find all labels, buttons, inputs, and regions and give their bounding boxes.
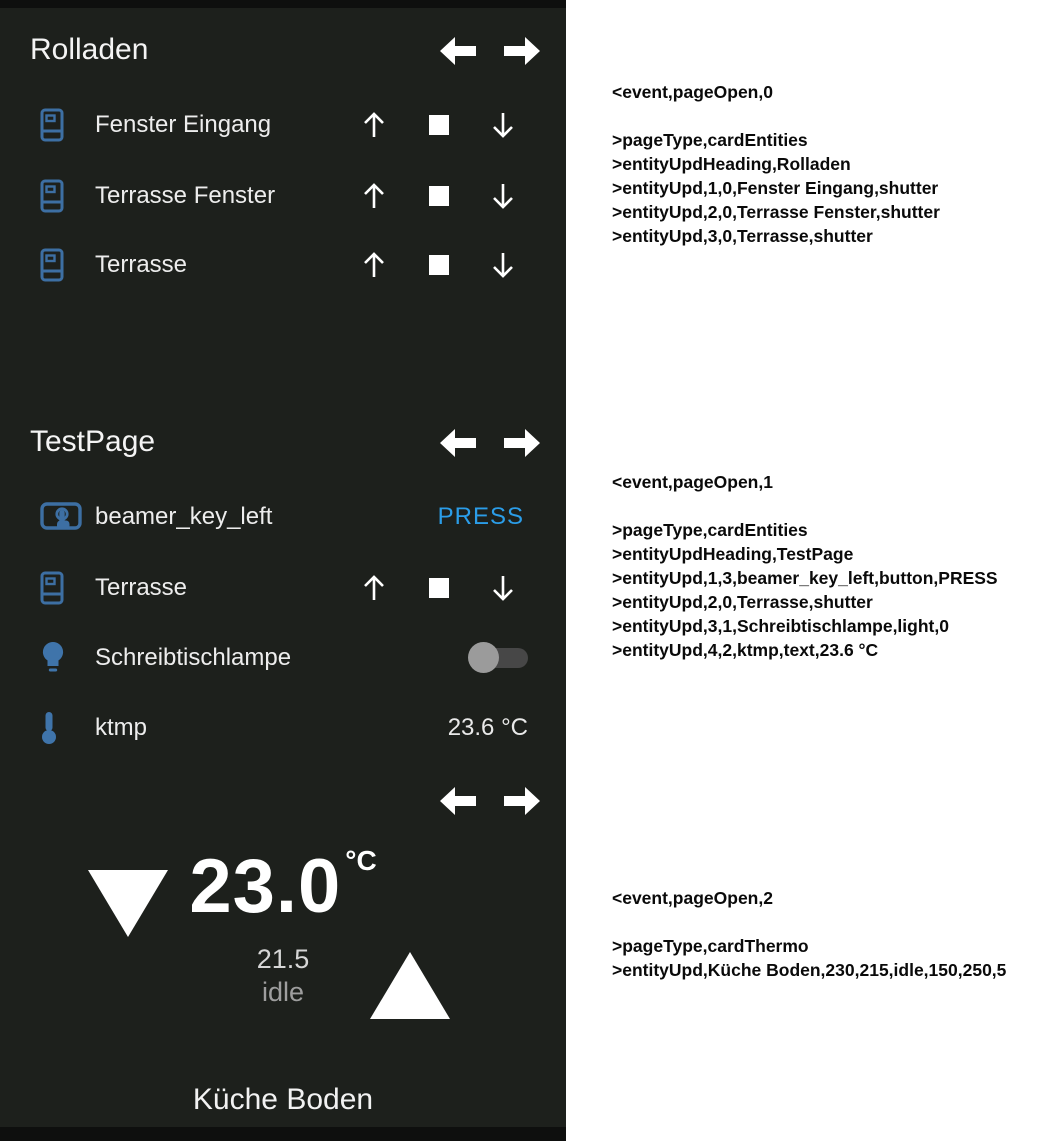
nav-next-button[interactable] xyxy=(501,426,543,460)
log-line: >entityUpd,4,2,ktmp,text,23.6 °C xyxy=(612,640,879,660)
current-temperature xyxy=(0,843,566,930)
gesture-tap-button-icon xyxy=(40,499,84,535)
current-temperature-value: 23.0 xyxy=(189,844,342,929)
entity-row xyxy=(0,623,566,693)
arrow-down-icon xyxy=(488,179,518,213)
panel-top-bezel xyxy=(0,0,566,8)
log-block-page0 xyxy=(612,80,940,248)
arrow-up-icon xyxy=(359,571,389,605)
log-line: >entityUpdHeading,Rolladen xyxy=(612,154,851,174)
entity-row xyxy=(0,482,566,552)
nav-prev-button[interactable] xyxy=(437,34,479,68)
log-line: <event,pageOpen,2 xyxy=(612,888,773,908)
entity-row xyxy=(0,90,566,160)
stop-icon xyxy=(429,186,449,206)
log-line: >entityUpd,3,1,Schreibtischlampe,light,0 xyxy=(612,616,949,636)
shutter-down-button[interactable] xyxy=(481,103,525,147)
log-line: >pageType,cardEntities xyxy=(612,130,808,150)
window-shutter-icon xyxy=(40,571,84,605)
log-line: >pageType,cardThermo xyxy=(612,936,809,956)
light-toggle[interactable] xyxy=(468,642,528,674)
window-shutter-icon xyxy=(40,179,84,213)
arrow-left-icon xyxy=(438,785,478,817)
entity-row xyxy=(0,693,566,763)
entity-row xyxy=(0,230,566,300)
entity-label: Terrasse xyxy=(95,251,188,278)
arrow-down-icon xyxy=(488,108,518,142)
log-line: >entityUpd,Küche Boden,230,215,idle,150,250,5 xyxy=(612,960,1007,980)
entity-label: Fenster Eingang xyxy=(95,111,272,138)
shutter-down-button[interactable] xyxy=(481,174,525,218)
triangle-down-icon xyxy=(88,870,168,952)
nav-prev-button[interactable] xyxy=(437,784,479,818)
shutter-stop-button[interactable] xyxy=(417,566,461,610)
card-heading-rolladen: Rolladen xyxy=(30,33,149,66)
entity-label: ktmp xyxy=(95,714,148,741)
hvac-state: idle xyxy=(261,977,305,1007)
shutter-down-button[interactable] xyxy=(481,566,525,610)
thermostat-title: Küche Boden xyxy=(192,1083,374,1116)
toggle-knob xyxy=(468,642,499,673)
log-line: >pageType,cardEntities xyxy=(612,520,808,540)
log-line: >entityUpd,1,0,Fenster Eingang,shutter xyxy=(612,178,939,198)
log-line: >entityUpd,3,0,Terrasse,shutter xyxy=(612,226,873,246)
arrow-right-icon xyxy=(502,785,542,817)
stop-icon xyxy=(429,255,449,275)
panel-bottom-bezel xyxy=(0,1127,566,1141)
arrow-left-icon xyxy=(438,35,478,67)
shutter-stop-button[interactable] xyxy=(417,174,461,218)
arrow-right-icon xyxy=(502,427,542,459)
log-line: >entityUpd,2,0,Terrasse Fenster,shutter xyxy=(612,202,940,222)
nav-prev-button[interactable] xyxy=(437,426,479,460)
shutter-stop-button[interactable] xyxy=(417,243,461,287)
stop-icon xyxy=(429,115,449,135)
log-line: >entityUpd,2,0,Terrasse,shutter xyxy=(612,592,873,612)
stop-icon xyxy=(429,578,449,598)
entity-row xyxy=(0,553,566,623)
arrow-left-icon xyxy=(438,427,478,459)
nav-next-button[interactable] xyxy=(501,784,543,818)
temperature-unit: °C xyxy=(345,845,377,876)
target-temperature: 21.5 xyxy=(256,944,310,974)
log-block-page1 xyxy=(612,470,998,662)
log-line: <event,pageOpen,0 xyxy=(612,82,773,102)
press-button[interactable]: PRESS xyxy=(437,503,524,530)
shutter-stop-button[interactable] xyxy=(417,103,461,147)
entity-row xyxy=(0,161,566,231)
shutter-up-button[interactable] xyxy=(352,243,396,287)
nav-next-button[interactable] xyxy=(501,34,543,68)
arrow-right-icon xyxy=(502,35,542,67)
arrow-up-icon xyxy=(359,179,389,213)
arrow-up-icon xyxy=(359,248,389,282)
card-heading-testpage: TestPage xyxy=(30,425,156,458)
log-line: >entityUpd,1,3,beamer_key_left,button,PRESS xyxy=(612,568,998,588)
thermometer-icon xyxy=(40,710,84,746)
entity-label: Terrasse xyxy=(95,574,188,601)
entity-label: Schreibtischlampe xyxy=(95,644,292,671)
shutter-up-button[interactable] xyxy=(352,103,396,147)
log-line: <event,pageOpen,1 xyxy=(612,472,773,492)
entity-label: beamer_key_left xyxy=(95,503,273,530)
arrow-down-icon xyxy=(488,248,518,282)
temperature-value: 23.6 °C xyxy=(447,714,528,741)
entity-label: Terrasse Fenster xyxy=(95,182,276,209)
window-shutter-icon xyxy=(40,108,84,142)
shutter-up-button[interactable] xyxy=(352,566,396,610)
lightbulb-icon xyxy=(40,640,84,676)
shutter-down-button[interactable] xyxy=(481,243,525,287)
shutter-up-button[interactable] xyxy=(352,174,396,218)
log-line: >entityUpdHeading,TestPage xyxy=(612,544,854,564)
arrow-down-icon xyxy=(488,571,518,605)
arrow-up-icon xyxy=(359,108,389,142)
log-block-page2 xyxy=(612,886,1006,982)
window-shutter-icon xyxy=(40,248,84,282)
